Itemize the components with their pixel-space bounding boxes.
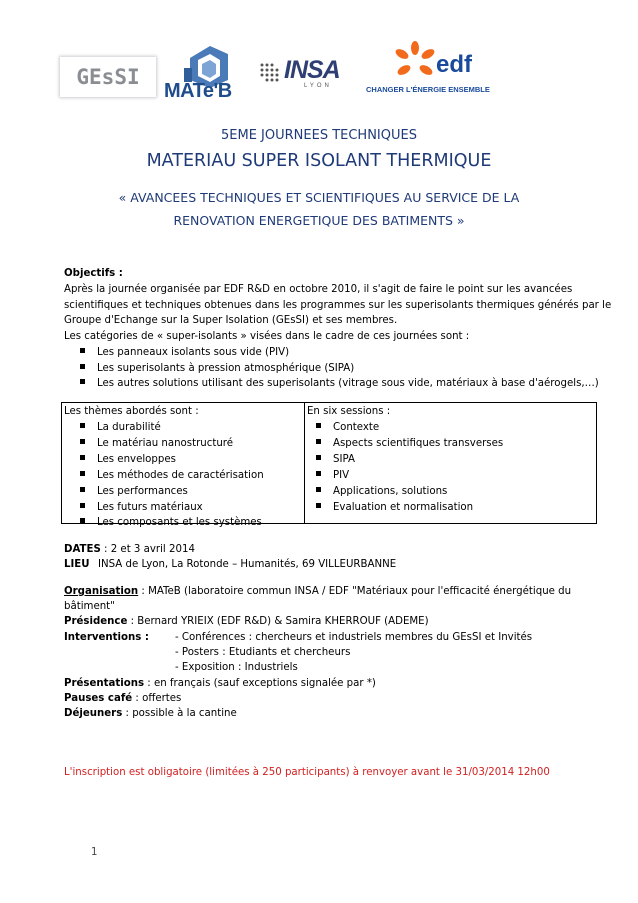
objectives-paragraph-3: Groupe d'Echange sur la Super Isolation (GEsSI) et ses membres. [64, 315, 398, 326]
table-divider [304, 403, 305, 523]
pauses-line: Pauses café : offertes [64, 693, 182, 704]
organisation-line: Organisation : MATeB (laboratoire commun INSA / EDF "Matériaux pour l'efficacité énergétique du [64, 586, 572, 597]
presentations-line: Présentations : en français (sauf exceptions signalée par *) [64, 678, 376, 689]
bullet-icon [80, 471, 85, 476]
list-item: Les futurs matériaux [80, 500, 203, 515]
insa-logo-text: INSA [284, 56, 340, 84]
edf-logo-text: edf [436, 51, 472, 78]
list-item: Les panneaux isolants sous vide (PIV) [80, 345, 289, 360]
title-line-4: RENOVATION ENERGETIQUE DES BATIMENTS » [173, 213, 465, 228]
objectives-paragraph-4: Les catégories de « super-isolants » visées dans le cadre de ces journées sont : [64, 331, 470, 342]
objectives-paragraph-1: Après la journée organisée par EDF R&D en octobre 2010, il s'agit de faire le point sur les avancées [64, 284, 573, 295]
list-item: Les méthodes de caractérisation [80, 468, 264, 483]
list-item: Les autres solutions utilisant des superisolants (vitrage sous vide, matériaux à base d'aérogels,…) [80, 376, 599, 391]
bullet-icon [80, 455, 85, 460]
objectives-paragraph-2: scientifiques et techniques obtenues dans les programmes sur les superisolants thermiques générés par le [64, 300, 612, 311]
list-item: Le matériau nanostructuré [80, 436, 233, 451]
interventions-line: Interventions : - Conférences : chercheurs et industriels membres du GEsSI et Invités [64, 632, 533, 643]
mateb-logo-text: MATe'B [164, 80, 232, 102]
list-item: Les performances [80, 484, 188, 499]
registration-notice: L'inscription est obligatoire (limitées à 250 participants) à renvoyer avant le 31/03/2014 12h00 [64, 767, 550, 778]
objectives-heading: Objectifs : [64, 268, 123, 279]
themes-right-heading: En six sessions : [307, 406, 391, 417]
bullet-icon [316, 455, 321, 460]
bullet-icon [316, 487, 321, 492]
dejeuners-line: Déjeuners : possible à la cantine [64, 708, 237, 719]
insa-city: LYON [304, 83, 332, 89]
list-item: Les enveloppes [80, 452, 176, 467]
list-item: Aspects scientifiques transverses [316, 436, 503, 451]
gessi-logo: GEsSI [60, 57, 156, 97]
title-line-3: « AVANCEES TECHNIQUES ET SCIENTIFIQUES AU SERVICE DE LA [118, 190, 520, 205]
interventions-posters: - Posters : Etudiants et chercheurs [175, 647, 351, 658]
list-item: SIPA [316, 452, 355, 467]
bullet-icon [80, 518, 85, 523]
edf-logo-mark [392, 40, 438, 80]
list-item: Applications, solutions [316, 484, 447, 499]
presidence-line: Présidence : Bernard YRIEIX (EDF R&D) & Samira KHERROUF (ADEME) [64, 616, 429, 627]
bullet-icon [80, 503, 85, 508]
bullet-icon [316, 423, 321, 428]
page-number: 1 [91, 847, 98, 858]
title-line-1: 5EME JOURNEES TECHNIQUES [221, 128, 417, 143]
themes-left-heading: Les thèmes abordés sont : [64, 406, 199, 417]
bullet-icon [80, 423, 85, 428]
bullet-icon [80, 487, 85, 492]
bullet-icon [316, 471, 321, 476]
interventions-exposition: - Exposition : Industriels [175, 662, 298, 673]
list-item: Les superisolants à pression atmosphérique (SIPA) [80, 361, 354, 376]
list-item: Evaluation et normalisation [316, 500, 473, 515]
organisation-line-2: bâtiment" [64, 601, 115, 612]
bullet-icon [80, 379, 85, 384]
bullet-icon [316, 439, 321, 444]
list-item: Les composants et les systèmes [80, 515, 262, 530]
bullet-icon [316, 503, 321, 508]
list-item: La durabilité [80, 420, 161, 435]
title-line-2: MATERIAU SUPER ISOLANT THERMIQUE [146, 151, 492, 171]
dates-line: DATES : 2 et 3 avril 2014 [64, 544, 195, 555]
list-item: Contexte [316, 420, 379, 435]
edf-tagline: CHANGER L'ÉNERGIE ENSEMBLE [366, 85, 490, 94]
list-item: PIV [316, 468, 349, 483]
lieu-line: LIEU INSA de Lyon, La Rotonde – Humanités, 69 VILLEURBANNE [64, 559, 397, 570]
bullet-icon [80, 348, 85, 353]
bullet-icon [80, 364, 85, 369]
bullet-icon [80, 439, 85, 444]
